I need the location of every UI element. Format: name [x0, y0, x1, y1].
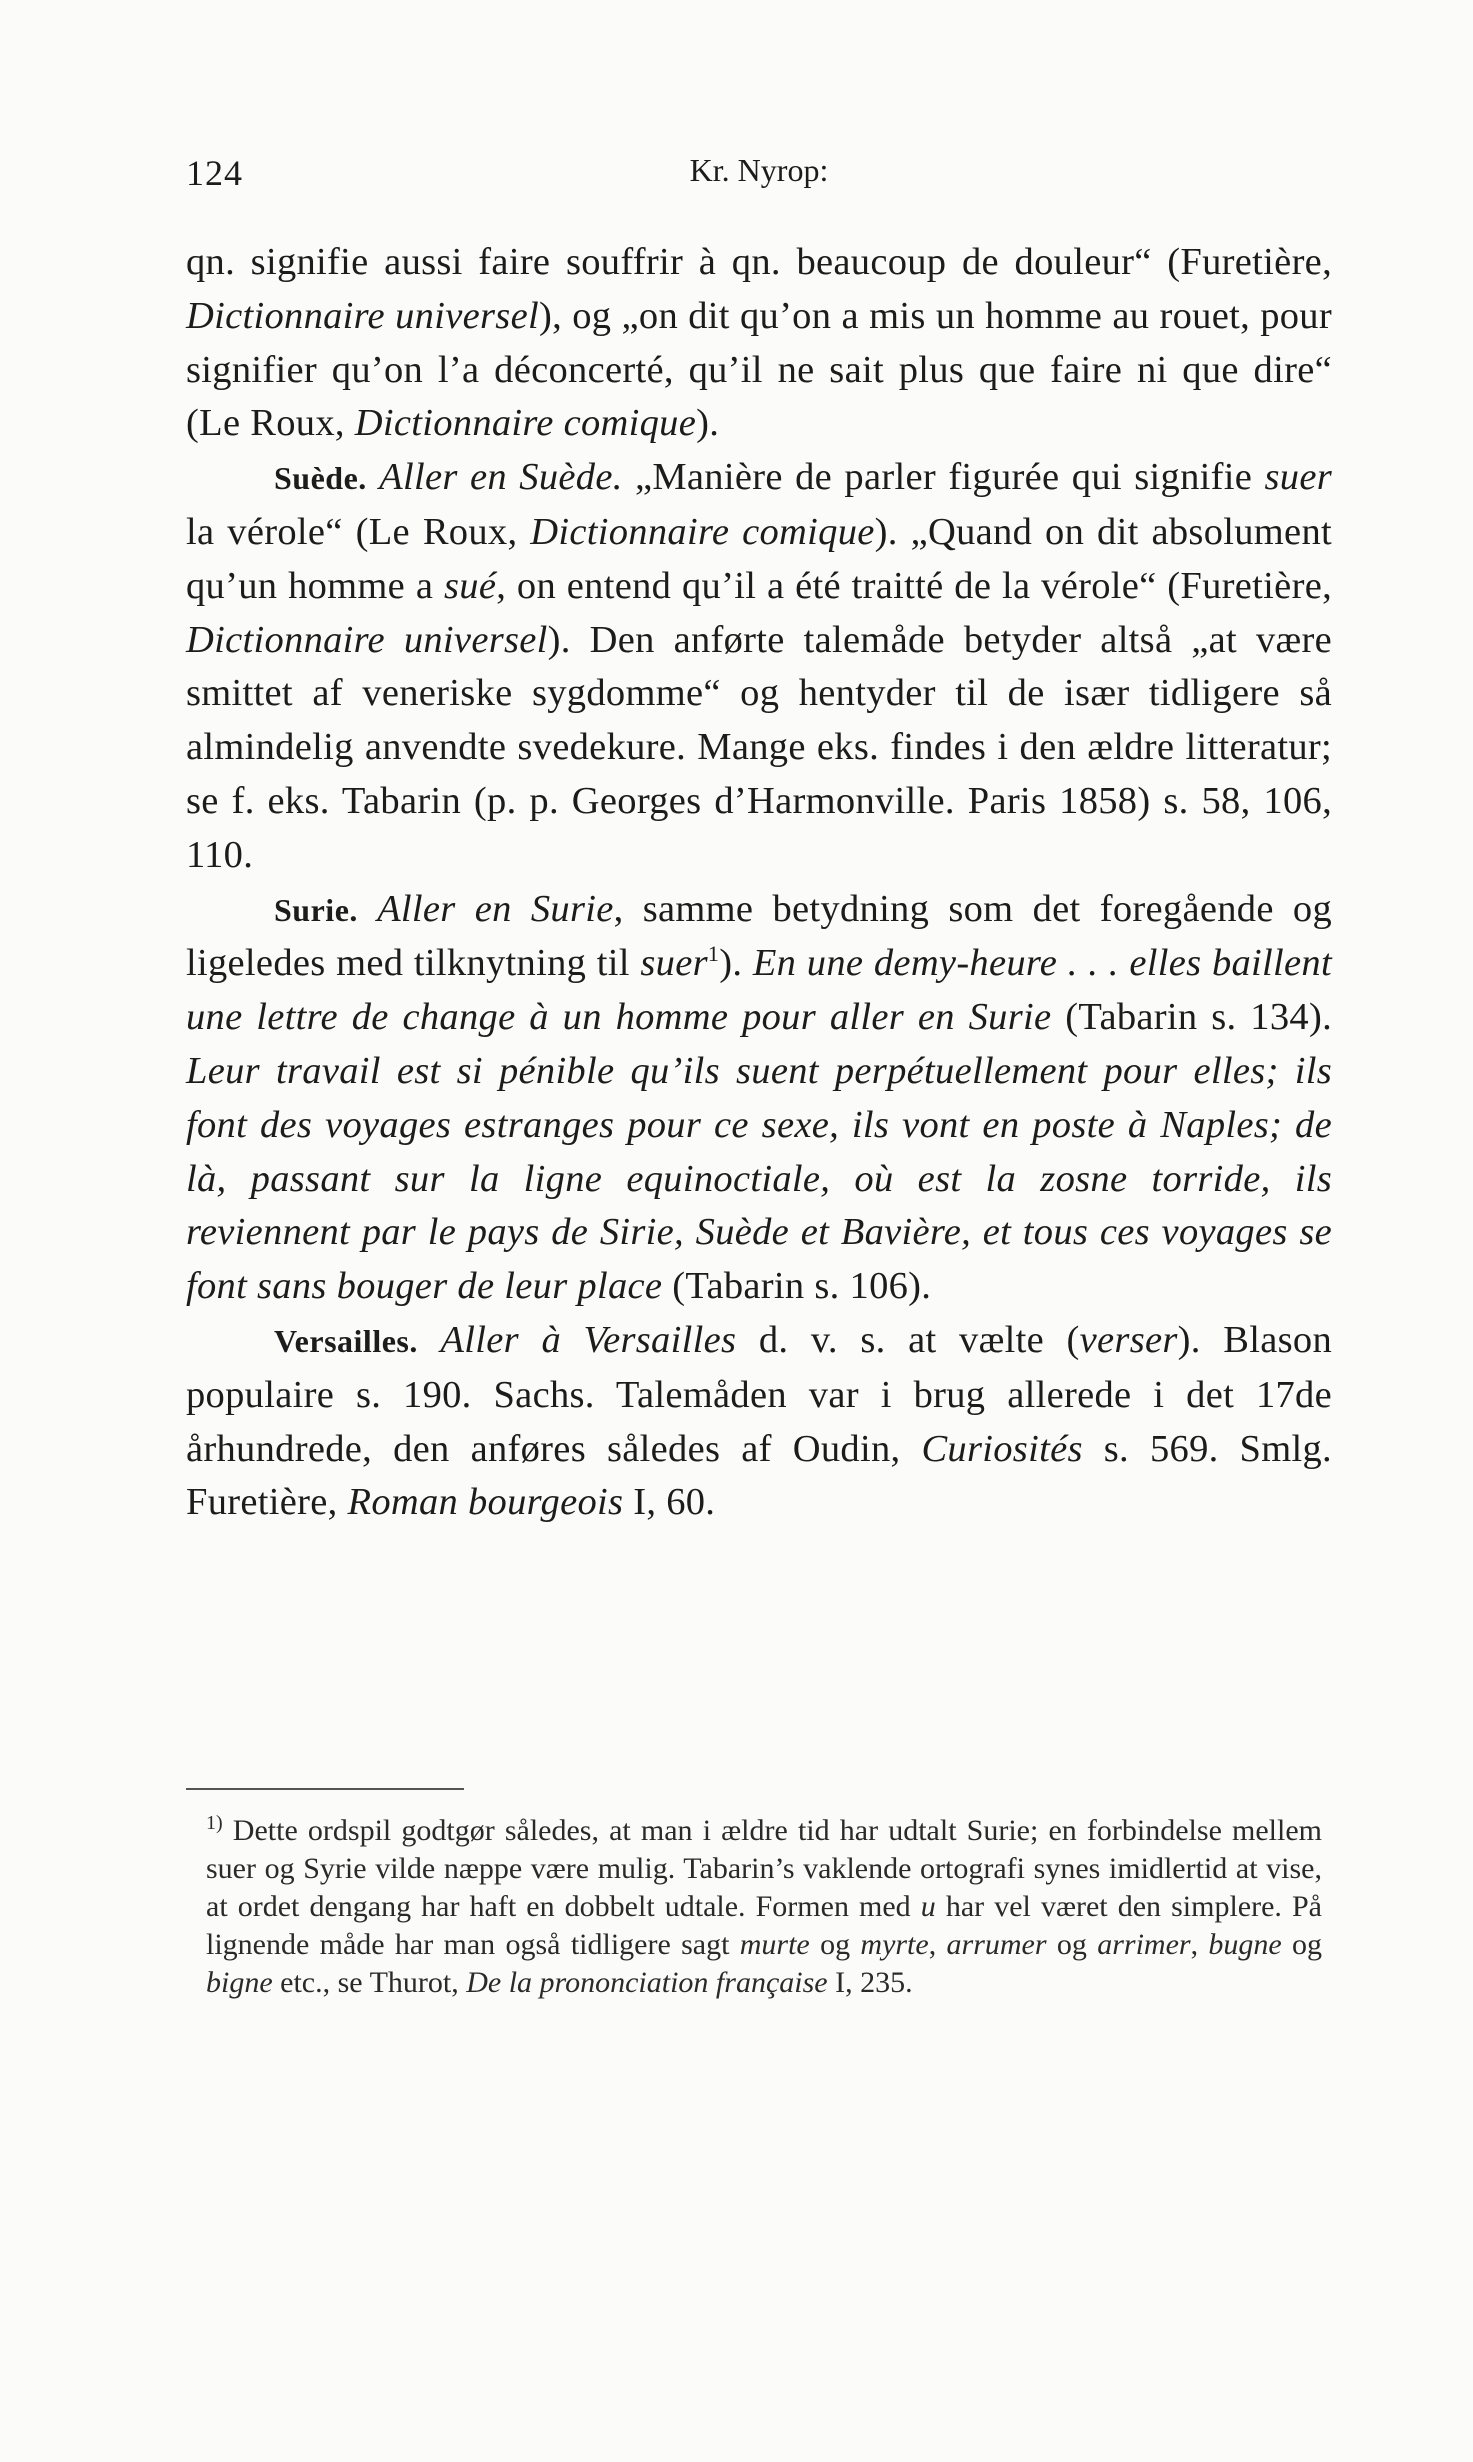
- text-run: ).: [719, 942, 753, 985]
- italic-title: Dictionnaire comique: [530, 510, 875, 553]
- italic-word: myrte: [860, 1928, 929, 1961]
- text-run: etc., se Thurot,: [272, 1966, 467, 1999]
- italic-title: Curiosités: [921, 1427, 1083, 1470]
- italic-quotation: En une demy-heure . . . elles baillent une lettre de change à un homme pour aller en Surie: [186, 942, 1332, 1039]
- text-run: s. 569. Smlg. Furetière,: [186, 1427, 1332, 1524]
- text-run: I, 60.: [623, 1481, 716, 1524]
- italic-word: murte: [739, 1928, 810, 1961]
- footnote: [206, 1812, 1322, 2002]
- italic-quotation: Leur travail est si pénible qu’ils suent perpétuellement pour elles; ils font des voyages estranges pour ce sexe, ils vont en poste à Naples; de là, passant sur la ligne equinoctiale, où est la zosne torride, ils reviennent par le pays de Sirie, Suède et Bavière, et tous ces voyages se font sans bouger de leur place: [186, 1049, 1332, 1308]
- italic-word: arrimer: [1097, 1928, 1191, 1961]
- footnote-divider: [186, 1788, 464, 1790]
- entry-versailles: [186, 1314, 1332, 1530]
- italic-phrase: Aller à Versailles: [440, 1318, 737, 1361]
- text-run: og: [809, 1928, 861, 1961]
- paragraph-continuation: [186, 236, 1332, 451]
- text-run: og: [1046, 1928, 1098, 1961]
- text-run: og: [1281, 1928, 1323, 1961]
- italic-title: De la prononciation française: [466, 1966, 828, 1999]
- entry-headword: Suède.: [274, 460, 367, 497]
- text-run: , samme betydning som det foregående og ligeledes med tilknytning til: [186, 887, 1332, 985]
- running-head: Kr. Nyrop:: [689, 152, 829, 188]
- entry-headword: Versailles.: [274, 1322, 418, 1359]
- text-run: , on entend qu’il a été traitté de la vérole“ (Furetière,: [496, 564, 1333, 607]
- page-header: [186, 140, 1332, 200]
- footnote-reference: 1: [707, 941, 720, 967]
- italic-word: arrumer: [946, 1928, 1047, 1961]
- entry-headword: Surie.: [274, 891, 358, 928]
- text-run: Dette ordspil godtgør således, at man i ældre tid har udtalt Surie; en forbindelse mellem suer og Syrie vilde næppe være mulig. Tabarin’s vaklende ortografi synes imidlertid at vise, at ordet dengang har haft en dobbelt udtale. Formen med: [206, 1814, 1322, 1923]
- text-run: (Tabarin s. 134).: [1051, 996, 1332, 1039]
- text-run: ).: [696, 402, 720, 445]
- text-run: d. v. s. at vælte (: [736, 1318, 1080, 1361]
- entry-suede: [186, 451, 1332, 882]
- italic-title: Dictionnaire comique: [354, 402, 697, 445]
- italic-title: Dictionnaire universel: [186, 618, 548, 661]
- italic-word: u: [920, 1890, 936, 1923]
- italic-phrase: Aller en Suède.: [379, 456, 623, 499]
- italic-title: Roman bourgeois: [347, 1481, 624, 1524]
- italic-phrase: Aller en Surie: [377, 887, 614, 930]
- italic-word: sué: [444, 564, 497, 607]
- italic-word: suer: [1264, 456, 1332, 499]
- text-run: la vérole“ (Le Roux,: [186, 510, 531, 553]
- page-number: 124: [186, 153, 243, 193]
- italic-word: suer: [640, 942, 708, 985]
- text-run: „Manière de parler figurée qui signifie: [622, 456, 1265, 499]
- text-run: ,: [928, 1928, 947, 1961]
- main-text: [186, 236, 1332, 1530]
- text-run: ), og „on dit qu’on a mis un homme au rouet, pour signifier qu’on l’a déconcerté, qu’il ne sait plus que faire ni que dire“ (Le Roux,: [186, 294, 1332, 445]
- text-run: ). „Quand on dit absolument qu’un homme a: [186, 510, 1332, 607]
- text-run: ,: [1190, 1928, 1209, 1961]
- text-run: har vel været den simplere. På lignende måde har man også tidligere sagt: [206, 1890, 1322, 1961]
- italic-title: Dictionnaire universel: [186, 294, 539, 337]
- italic-word: verser: [1079, 1318, 1178, 1361]
- text-run: (Tabarin s. 106).: [662, 1265, 932, 1308]
- footnote-text: [206, 1812, 1322, 2002]
- text-run: I, 235.: [827, 1966, 913, 1999]
- footnote-marker: 1): [206, 1812, 223, 1834]
- italic-word: bigne: [206, 1966, 273, 1999]
- italic-word: bugne: [1208, 1928, 1282, 1961]
- text-run: qn. signifie aussi faire souffrir à qn. beaucoup de douleur“ (Furetière,: [186, 241, 1332, 283]
- entry-surie: [186, 883, 1332, 1314]
- text-run: ). Blason populaire s. 190. Sachs. Talemåden var i brug allerede i det 17de århundrede, den anføres således af Oudin,: [186, 1318, 1332, 1470]
- text-run: ). Den anførte talemåde betyder altså „at være smittet af veneriske sygdomme“ og hentyder til de især tidligere så almindelig anvendte svedekure. Mange eks. findes i den ældre litteratur; se f. eks. Tabarin (p. p. Georges d’Harmonville. Paris 1858) s. 58, 106, 110.: [186, 618, 1332, 876]
